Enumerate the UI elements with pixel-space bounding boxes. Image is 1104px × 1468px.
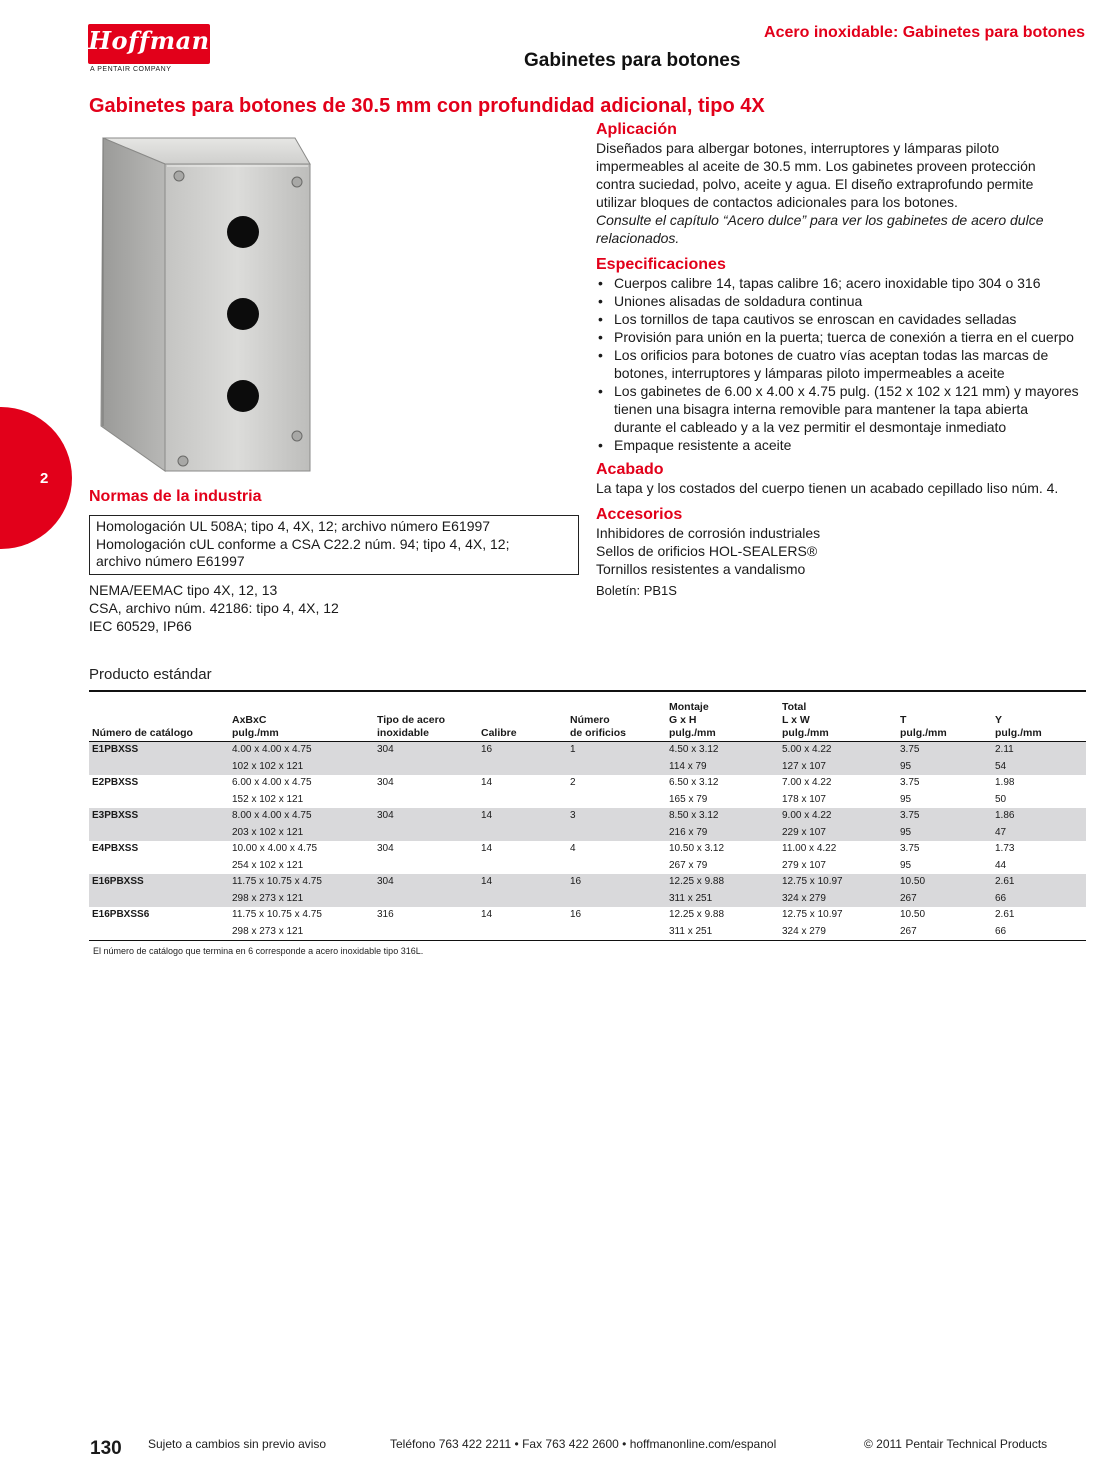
application-note: relacionados. <box>596 230 680 246</box>
footer-contact: Teléfono 763 422 2211 • Fax 763 422 2600 • hoffmanonline.com/espanol <box>390 1437 777 1451</box>
header-catalog: Número de catálogo <box>89 691 229 742</box>
catalog-number: E4PBXSS <box>92 843 139 854</box>
footer-notice: Sujeto a cambios sin previo aviso <box>148 1437 327 1451</box>
standards-list <box>89 581 339 635</box>
table-row: E16PBXSS6 11.75 x 10.75 x 4.75 298 x 273 x 121 316 14 16 12.25 x 9.88 311 x 251 12.75 x 10.97 324 x 279 10.50 267 2.61 66 <box>89 907 1086 941</box>
table-header-row <box>89 691 1086 742</box>
application-line: utilizar bloques de contactos adicionales para los botones. <box>596 194 958 210</box>
logo-text: Hoffman <box>88 26 210 55</box>
standards-heading: Normas de la industria <box>89 488 262 505</box>
spec-item: • Los orificios para botones de cuatro vías aceptan todas las marcas de botones, interruptores y lámparas piloto impermeables a aceite <box>596 346 1101 382</box>
standard-item: CSA, archivo núm. 42186: tipo 4, 4X, 12 <box>89 600 339 616</box>
catalog-number: E1PBXSS <box>89 742 229 776</box>
footer-copyright: © 2011 Pentair Technical Products <box>864 1437 1048 1451</box>
product-table <box>89 690 1086 941</box>
category-header: Acero inoxidable: Gabinetes para botones <box>764 24 1085 41</box>
certification-line: Homologación UL 508A; tipo 4, 4X, 12; archivo número E61997 <box>96 518 491 534</box>
certification-line: archivo número E61997 <box>96 553 245 569</box>
certification-box <box>89 515 579 575</box>
spec-item: • Los tornillos de tapa cautivos se enroscan en cavidades selladas <box>596 310 1101 328</box>
spec-item: • Cuerpos calibre 14, tapas calibre 16; acero inoxidable tipo 304 o 316 <box>596 274 1101 292</box>
header-y: Y pulg./mm <box>992 691 1086 742</box>
chapter-tab <box>0 407 72 549</box>
standard-item: NEMA/EEMAC tipo 4X, 12, 13 <box>89 582 278 598</box>
header-t: T pulg./mm <box>897 691 992 742</box>
table-footnote: El número de catálogo que termina en 6 corresponde a acero inoxidable tipo 316L. <box>93 946 424 956</box>
accessories-heading: Accesorios <box>596 506 683 523</box>
section-title: Gabinetes para botones <box>524 50 741 71</box>
header-steel-type: Tipo de acero inoxidable <box>374 691 478 742</box>
page-title: Gabinetes para botones de 30.5 mm con profundidad adicional, tipo 4X <box>89 95 765 117</box>
table-row: E4PBXSS 10.00 x 4.00 x 4.75 254 x 102 x 121 304 14 4 10.50 x 3.12 267 x 79 11.00 x 4.22 279 x 107 3.75 95 1.73 44 <box>89 841 1086 874</box>
accessory-item: Sellos de orificios HOL-SEALERS® <box>596 543 818 559</box>
application-heading: Aplicación <box>596 121 677 138</box>
table-title: Producto estándar <box>89 666 212 683</box>
finish-text: La tapa y los costados del cuerpo tienen un acabado cepillado liso núm. 4. <box>596 480 1059 496</box>
chapter-number: 2 <box>40 470 49 487</box>
enclosure-product-image <box>95 126 317 478</box>
table-row: E2PBXSS 6.00 x 4.00 x 4.75 152 x 102 x 121 304 14 2 6.50 x 3.12 165 x 79 7.00 x 4.22 178 x 107 3.75 95 1.98 50 <box>89 775 1086 808</box>
logo-subtitle: A PENTAIR COMPANY <box>90 66 172 73</box>
spec-item: • Los gabinetes de 6.00 x 4.00 x 4.75 pulg. (152 x 102 x 121 mm) y mayores tienen una bisagra interna removible para mantener la tapa abierta durante el cableado y a la vez permitir el desmontaje inmediato <box>596 382 1101 436</box>
accessory-item: Inhibidores de corrosión industriales <box>596 525 821 541</box>
specifications-list <box>596 274 1101 454</box>
application-section <box>596 121 1096 247</box>
table-row: E3PBXSS 8.00 x 4.00 x 4.75 203 x 102 x 121 304 14 3 8.50 x 3.12 216 x 79 9.00 x 4.22 229 x 107 3.75 95 1.86 47 <box>89 808 1086 841</box>
bulletin-link[interactable]: Boletín: PB1S <box>596 583 677 598</box>
header-dimensions: AxBxC pulg./mm <box>229 691 374 742</box>
header-total: Total L x W pulg./mm <box>779 691 897 742</box>
table-row: E16PBXSS 11.75 x 10.75 x 4.75 298 x 273 x 121 304 14 16 12.25 x 9.88 311 x 251 12.75 x 10.97 324 x 279 10.50 267 2.61 66 <box>89 874 1086 907</box>
accessory-item: Tornillos resistentes a vandalismo <box>596 561 806 577</box>
finish-section <box>596 461 1096 497</box>
application-line: contra suciedad, polvo, aceite y agua. El diseño extraprofundo permite <box>596 176 1034 192</box>
specifications-heading: Especificaciones <box>596 256 726 273</box>
catalog-number: E16PBXSS6 <box>89 907 229 941</box>
catalog-number: E2PBXSS <box>92 777 139 788</box>
specifications-section <box>596 256 1101 454</box>
header-holes: Número de orificios <box>567 691 666 742</box>
application-note: Consulte el capítulo “Acero dulce” para ver los gabinetes de acero dulce <box>596 212 1044 228</box>
application-line: impermeables al aceite de 30.5 mm. Los gabinetes proveen protección <box>596 158 1036 174</box>
spec-item: • Uniones alisadas de soldadura continua <box>596 292 1101 310</box>
table-row: E1PBXSS 4.00 x 4.00 x 4.75 102 x 102 x 121 304 16 1 4.50 x 3.12 114 x 79 5.00 x 4.22 127 x 107 3.75 95 2.11 54 <box>89 742 1086 776</box>
catalog-number: E16PBXSS <box>89 874 229 907</box>
certification-line: Homologación cUL conforme a CSA C22.2 núm. 94; tipo 4, 4X, 12; <box>96 535 510 552</box>
accessories-section <box>596 506 1096 600</box>
catalog-number: E3PBXSS <box>89 808 229 841</box>
spec-item: • Empaque resistente a aceite <box>596 436 1101 454</box>
page-number: 130 <box>90 1438 122 1459</box>
header-gauge: Calibre <box>478 691 567 742</box>
header-mounting: Montaje G x H pulg./mm <box>666 691 779 742</box>
finish-heading: Acabado <box>596 461 664 478</box>
spec-item: • Provisión para unión en la puerta; tuerca de conexión a tierra en el cuerpo <box>596 328 1101 346</box>
application-line: Diseñados para albergar botones, interruptores y lámparas piloto <box>596 140 1000 156</box>
standard-item: IEC 60529, IP66 <box>89 618 192 634</box>
